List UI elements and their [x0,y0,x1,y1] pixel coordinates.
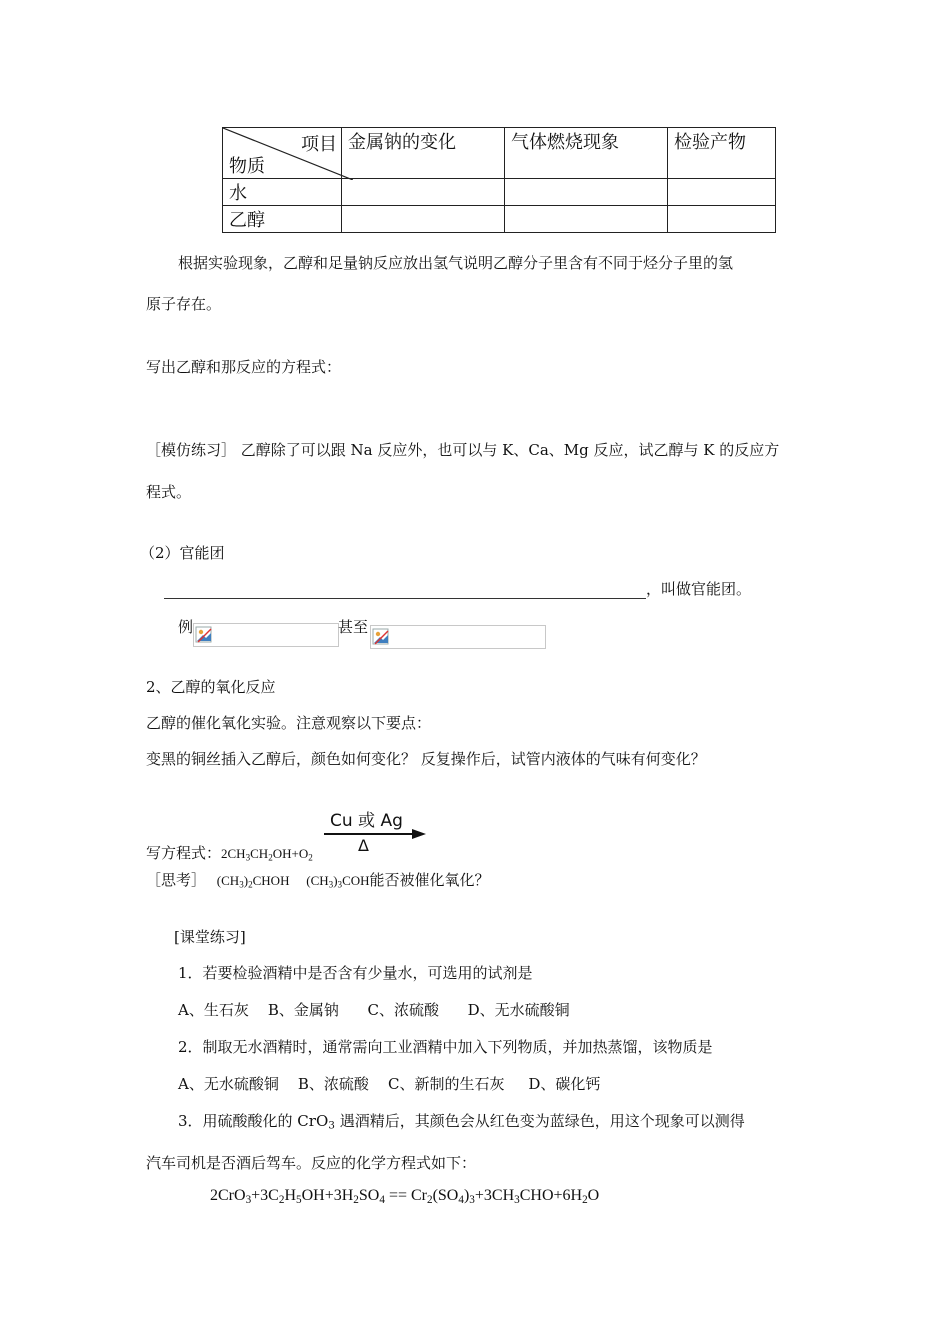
question-3-equation: $2CrO_3+3C_2H_5OH+3H_2SO_4 == Cr_2(SO_4)_3+3CH_3CHO+6H_2O$ [210,1187,600,1206]
heat-label: Δ [358,836,369,855]
paragraph-conclusion-2: 原子存在。 [146,295,222,313]
equation-reactants: $2CH_3CH_2OH+O_2$ [221,846,313,863]
fill-blank[interactable] [164,580,646,599]
functional-group-definition [164,578,751,599]
table-row [223,179,776,206]
think-tail: 能否被催化氧化？ [369,871,490,889]
question-1: 1．若要检验酒精中是否含有少量水，可选用的试剂是 [178,964,533,982]
table-cell [505,179,668,206]
even-label: 甚至 [338,618,369,636]
paragraph-conclusion-1: 根据实验现象，乙醇和足量钠反应放出氢气说明乙醇分子里含有不同于烃分子里的氢 [178,254,734,272]
question-2-options: A、无水硫酸铜 B、浓硫酸 C、新制的生石灰 D、碳化钙 [178,1075,601,1093]
question-3-line2: 汽车司机是否酒后驾车。反应的化学方程式如下： [146,1154,477,1172]
table-row-label: 水 [223,179,342,206]
write-equation-label: 写方程式： [146,844,222,862]
broken-image-icon [372,628,390,646]
table-cell [668,206,776,233]
write-equation-line [146,842,313,863]
question-2: 2．制取无水酒精时，通常需向工业酒精中加入下列物质，并加热蒸馏，该物质是 [178,1038,713,1056]
class-exercise-heading: [课堂练习] [174,928,246,946]
paragraph-practice-2: 程式。 [146,483,192,501]
table-row [223,206,776,233]
table-header-cell: 检验产物 [668,128,776,179]
table-cell [505,206,668,233]
arrow-icon [322,828,428,840]
corner-substance-label: 物质 [229,156,265,177]
example-label: 例 [178,618,194,636]
compound-b: $(CH_3)_3COH$ [306,873,370,890]
broken-image-2 [370,625,546,649]
paragraph-catalytic: 乙醇的催化氧化实验。注意观察以下要点： [146,714,432,732]
corner-item-label: 项目 [301,134,337,155]
table-cell [668,179,776,206]
reaction-table [222,127,776,233]
table-row-label: 乙醇 [223,206,342,233]
table-header-cell: 气体燃烧现象 [505,128,668,179]
compound-a: $(CH_3)_2CHOH$ [216,873,290,890]
section-functional-group: （2）官能团 [140,544,225,562]
paragraph-practice-1: ［模仿练习］ 乙醇除了可以跟 Na 反应外，也可以与 K、Ca、Mg 反应，试乙醇与 K 的反应方 [146,441,780,459]
paragraph-write-equation: 写出乙醇和那反应的方程式： [146,358,342,376]
catalyst-label: Cu 或 Ag [330,811,403,831]
question-3-line1: 3．用硫酸酸化的 CrO$_3$ 遇酒精后，其颜色会从红色变为蓝绿色，用这个现象可以测得 [178,1112,745,1132]
table-cell [342,179,505,206]
think-label: ［思考］ [146,871,207,889]
table-header-cell: 金属钠的变化 [342,128,505,179]
definition-tail: ，叫做官能团。 [646,580,752,598]
section-oxidation: 2、乙醇的氧化反应 [146,678,276,696]
broken-image-icon [195,626,213,644]
table-cell [342,206,505,233]
table-corner-cell [223,128,342,179]
question-1-options: A、生石灰 B、金属钠 C、浓硫酸 D、无水硫酸铜 [178,1001,570,1019]
paragraph-observation: 变黑的铜丝插入乙醇后，颜色如何变化？ 反复操作后，试管内液体的气味有何变化？ [146,750,706,768]
think-line [146,869,490,890]
broken-image-1 [193,623,339,647]
reaction-arrow [322,806,432,856]
